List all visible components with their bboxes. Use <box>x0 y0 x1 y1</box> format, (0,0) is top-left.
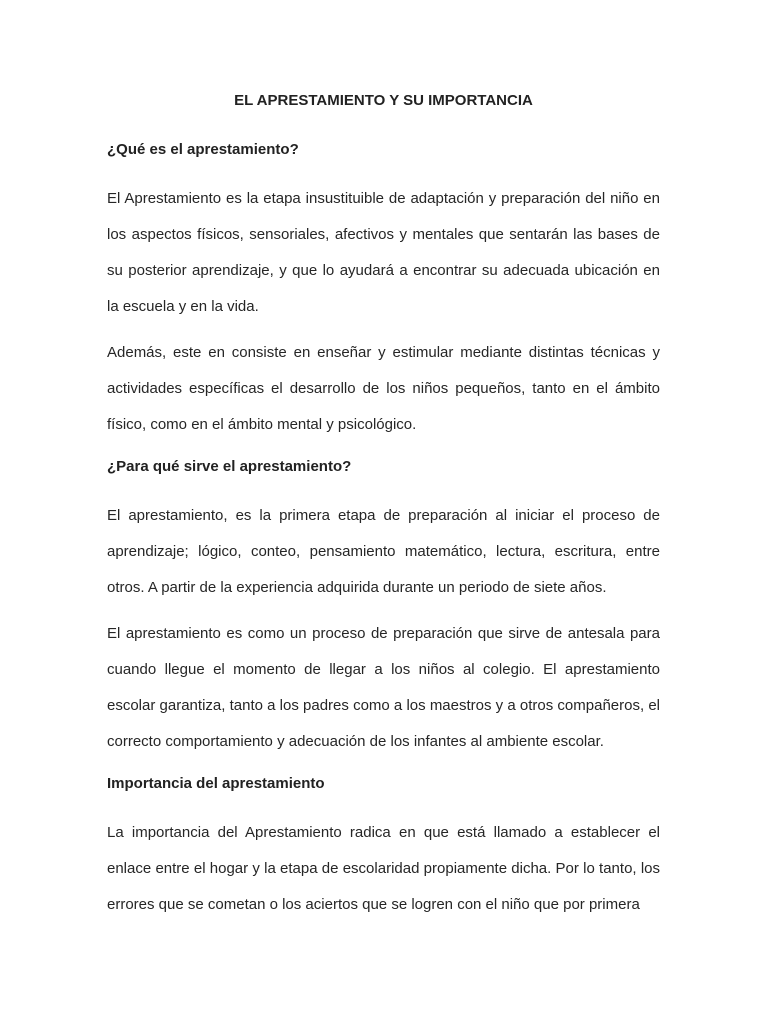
paragraph: El Aprestamiento es la etapa insustituible de adaptación y preparación del niño en los aspectos físicos, sensoriales, afectivos y mentales que sentarán las bases de su posterior aprendizaje, y que lo ayudará a encontrar su adecuada ubicación en la escuela y en la vida. <box>107 190 660 315</box>
section-heading-para-que-sirve: ¿Para qué sirve el aprestamiento? <box>107 458 352 475</box>
section-heading-importancia: Importancia del aprestamiento <box>107 775 325 792</box>
section-heading-que-es: ¿Qué es el aprestamiento? <box>107 141 299 158</box>
paragraph: Además, este en consiste en enseñar y estimular mediante distintas técnicas y actividades específicas el desarrollo de los niños pequeños, tanto en el ámbito físico, como en el ámbito mental y psicológico. <box>107 344 660 433</box>
paragraph: La importancia del Aprestamiento radica en que está llamado a establecer el enlace entre el hogar y la etapa de escolaridad propiamente dicha. Por lo tanto, los errores que se cometan o los aciertos que se logren con el niño que por primera <box>107 824 660 913</box>
paragraph: El aprestamiento, es la primera etapa de preparación al iniciar el proceso de aprendizaje; lógico, conteo, pensamiento matemático, lectura, escritura, entre otros. A partir de la experiencia adquirida durante un periodo de siete años. <box>107 507 660 596</box>
paragraph: El aprestamiento es como un proceso de preparación que sirve de antesala para cuando llegue el momento de llegar a los niños al colegio. El aprestamiento escolar garantiza, tanto a los padres como a los maestros y a otros compañeros, el correcto comportamiento y adecuación de los infantes al ambiente escolar. <box>107 625 660 750</box>
document-title: EL APRESTAMIENTO Y SU IMPORTANCIA <box>234 92 533 109</box>
document-content <box>107 89 660 923</box>
